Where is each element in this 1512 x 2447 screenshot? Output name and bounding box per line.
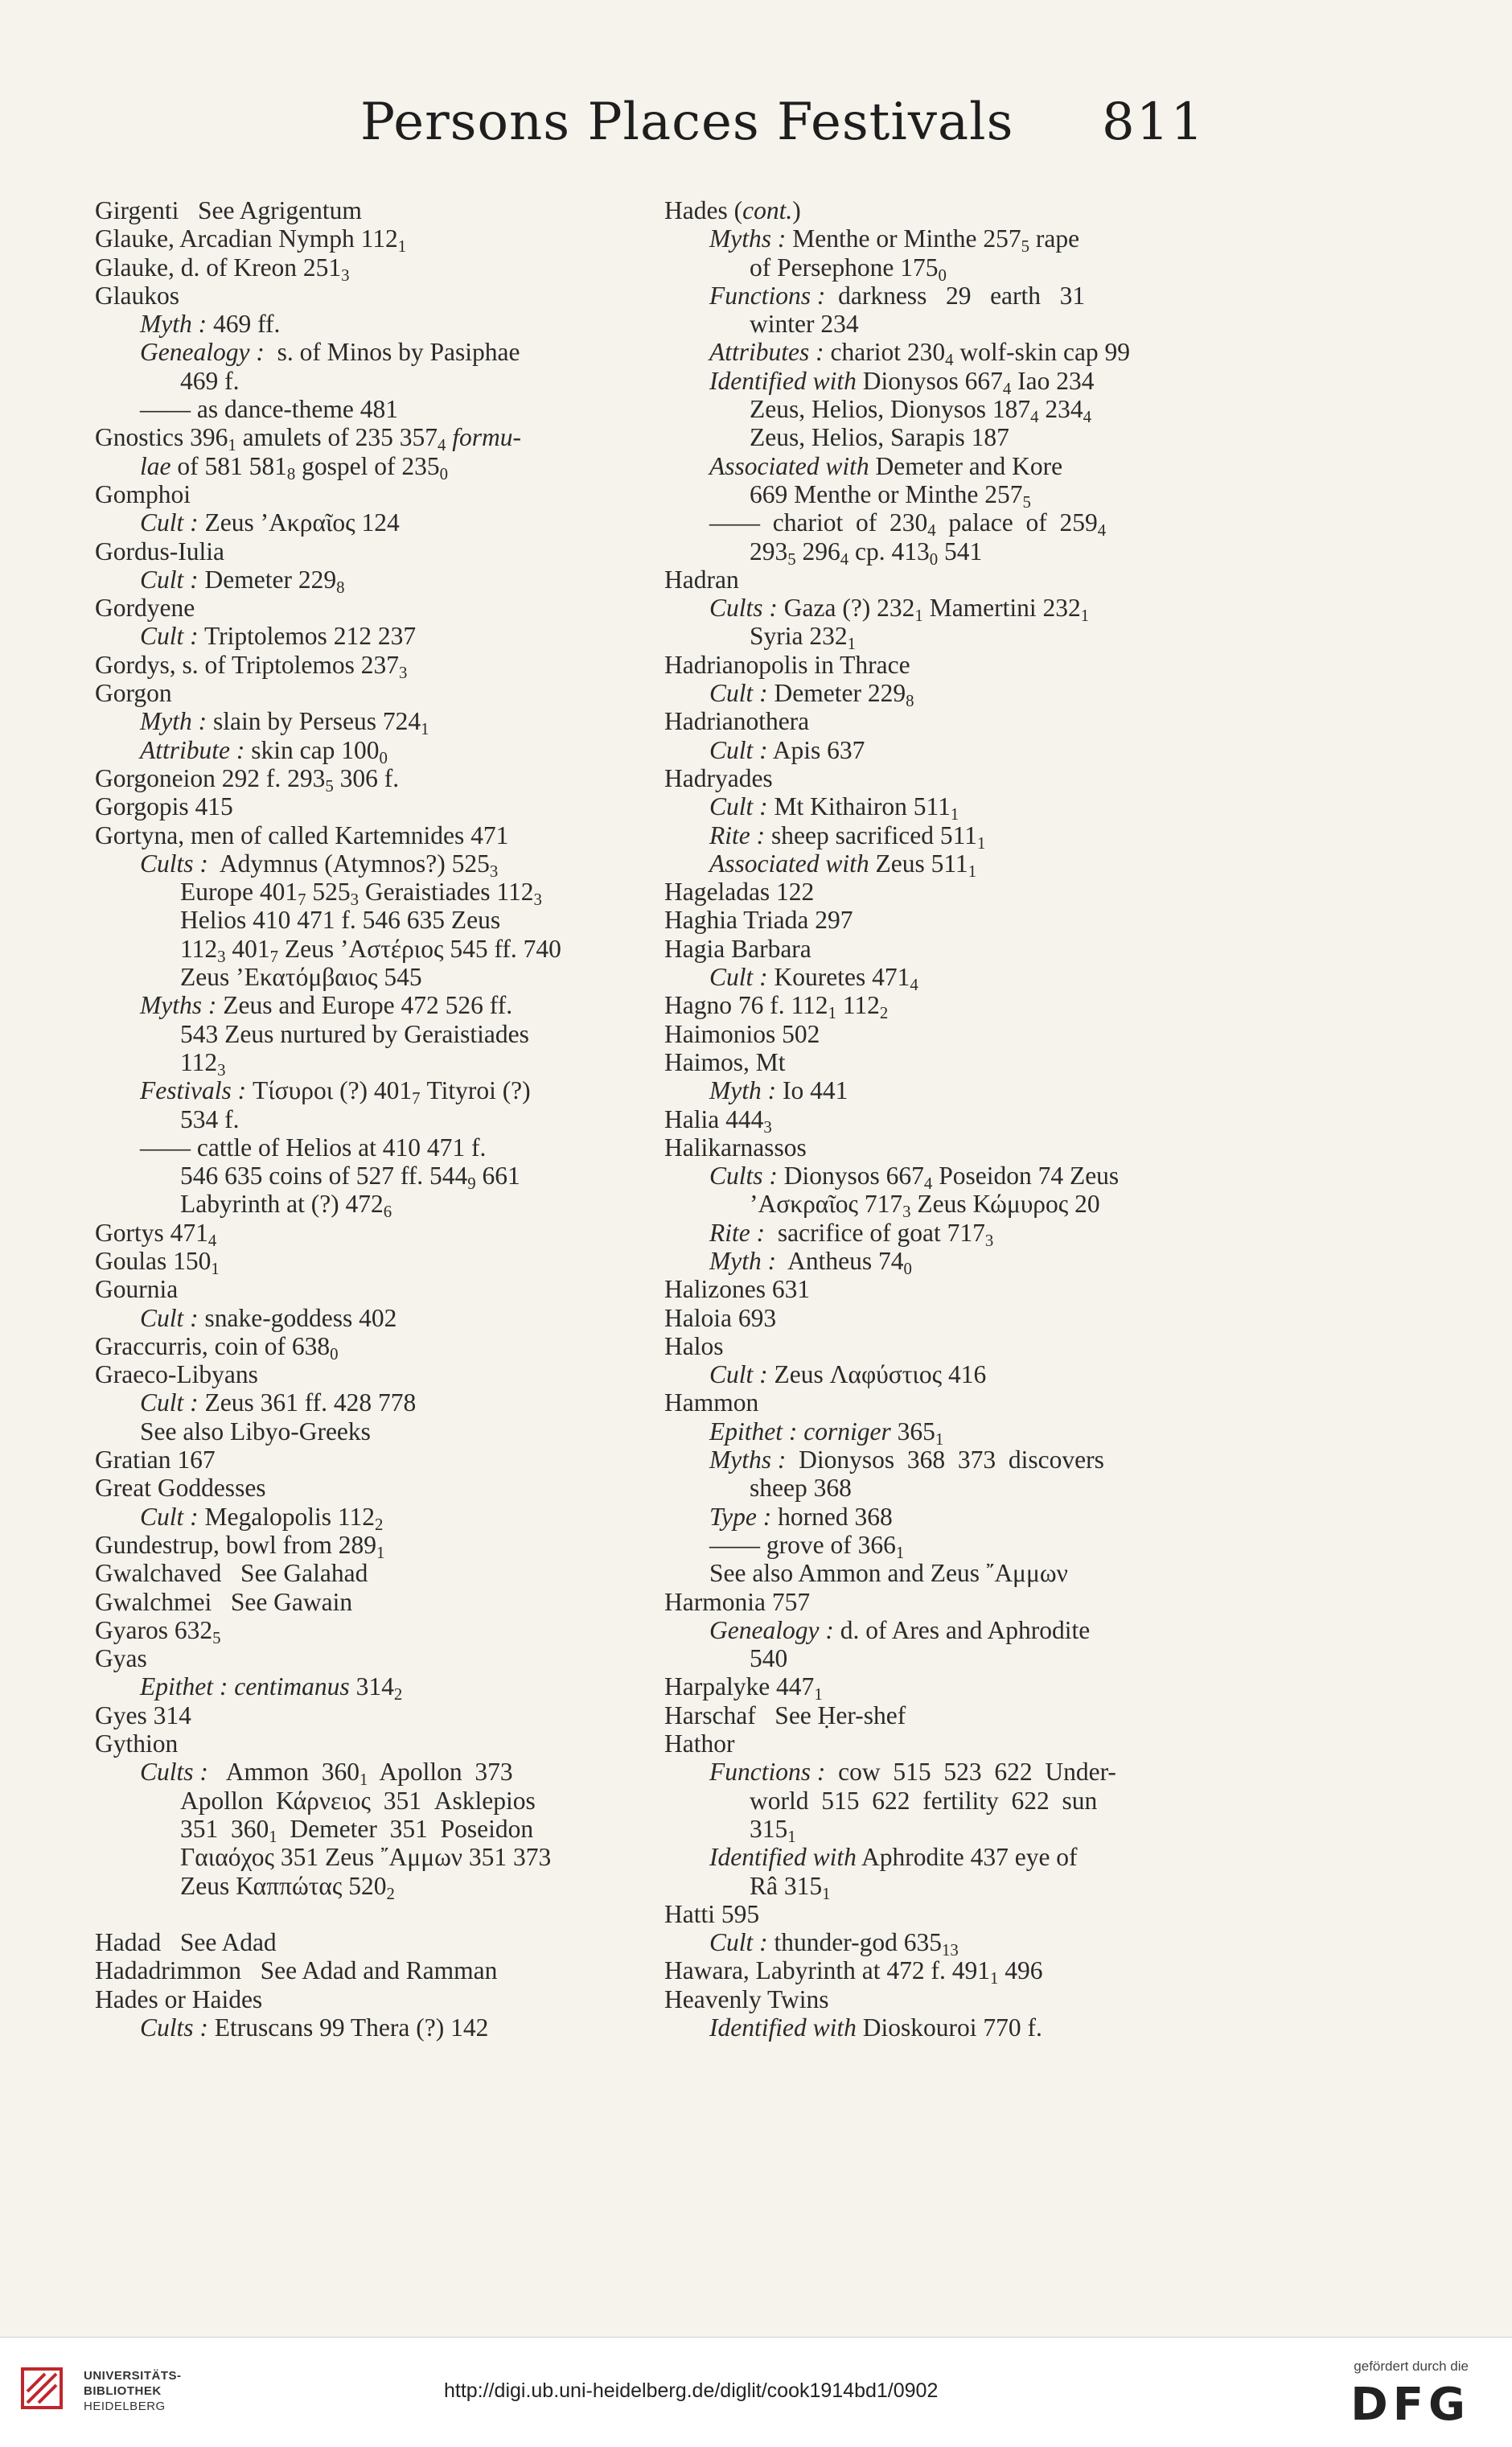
- index-entry: Hageladas 122: [664, 878, 815, 907]
- index-entry: world 515 622 fertility 622 sun: [750, 1786, 1098, 1815]
- index-entry: $112_3$: [180, 1047, 226, 1080]
- index-entry: Gortys $471_4$: [95, 1218, 217, 1250]
- index-entry: Gorgoneion 292 f. $293_5$ 306 f.: [95, 763, 400, 796]
- index-entry: Halia $444_3$: [664, 1104, 772, 1137]
- index-entry: Gordys, s. of Triptolemos $237_3$: [95, 650, 408, 682]
- index-entry: Rite : sacrifice of goat $717_3$: [709, 1218, 994, 1250]
- index-entry: Halos: [664, 1331, 724, 1360]
- index-entry: Myth : Io 441: [709, 1076, 848, 1105]
- index-entry: Zeus, Helios, Sarapis 187: [750, 423, 1009, 452]
- index-entry: Cult : Zeus Λαφύστιος 416: [709, 1360, 987, 1389]
- index-entry: Γαιαόχος 351 Zeus ῎Αμμων 351 373: [180, 1843, 552, 1872]
- index-entry: Halikarnassos: [664, 1133, 807, 1162]
- index-entry: Hagno 76 f. $112_1$ $112_2$: [664, 991, 889, 1023]
- index-entry: Attributes : chariot $230_4$ wolf-skin cap 99: [709, 338, 1131, 370]
- index-entry: Girgenti See Agrigentum: [95, 196, 362, 224]
- index-entry: Glauke, Arcadian Nymph $112_1$: [95, 224, 407, 257]
- index-entry: Harschaf See Ḥer-shef: [664, 1701, 906, 1729]
- index-entry: Gwalchaved See Galahad: [95, 1559, 368, 1588]
- index-entry: Type : horned 368: [709, 1502, 893, 1531]
- index-entry: $112_3$ $401_7$ Zeus ’Αστέριος 545 ff. 740: [180, 934, 561, 966]
- index-entry: Cults : Etruscans 99 Thera (?) 142: [140, 2013, 489, 2042]
- index-entry: Hatti 595: [664, 1899, 760, 1928]
- index-entry: —— chariot of $230_4$ palace of $259_4$: [709, 508, 1107, 541]
- index-entry: Labyrinth at (?) $472_6$: [180, 1190, 392, 1222]
- index-entry: Myths : Menthe or Minthe $257_5$ rape: [709, 224, 1080, 257]
- index-entry: Zeus ’Εκατόμβαιος 545: [180, 963, 422, 992]
- index-entry: Gythion: [95, 1729, 179, 1758]
- index-entry: Myths : Dionysos 368 373 discovers: [709, 1446, 1104, 1474]
- index-entry: Gortyna, men of called Kartemnides 471: [95, 820, 509, 849]
- index-entry: 669 Menthe or Minthe $257_5$: [750, 479, 1031, 512]
- index-entry: Europe $401_7$ $525_3$ Geraistiades $112_3$: [180, 878, 542, 910]
- index-entry: Hadrianothera: [664, 707, 810, 736]
- index-entry: Zeus Καππώτας $520_2$: [180, 1871, 395, 1903]
- index-entry: See also Ammon and Zeus ῎Αμμων: [709, 1559, 1068, 1588]
- digitization-footer: [0, 2337, 1512, 2447]
- index-entry: Cult : thunder-god $635_{13}$: [709, 1928, 959, 1960]
- index-entry: Gratian 167: [95, 1446, 216, 1474]
- index-entry: Goulas $150_1$: [95, 1246, 220, 1279]
- index-entry: Cult : Kouretes $471_4$: [709, 963, 918, 995]
- page-number: 811: [1102, 93, 1206, 152]
- index-entry: 469 f.: [180, 366, 240, 395]
- index-entry: 546 635 coins of 527 ff. $544_9$ 661: [180, 1162, 520, 1194]
- index-entry: Cult : snake-goddess 402: [140, 1303, 397, 1332]
- index-entry: Genealogy : d. of Ares and Aphrodite: [709, 1615, 1091, 1644]
- index-entry: Gwalchmei See Gawain: [95, 1587, 353, 1616]
- index-entry: Myths : Zeus and Europe 472 526 ff.: [140, 991, 513, 1020]
- index-entry: Hagia Barbara: [664, 934, 811, 963]
- index-entry: Myth : Antheus $74_0$: [709, 1246, 912, 1279]
- index-entry: Gournia: [95, 1275, 179, 1304]
- index-entry: Cults : Ammon $360_1$ Apollon 373: [140, 1758, 513, 1790]
- index-entry: ’Ασκραῖος $717_3$ Zeus Κώμυρος 20: [750, 1190, 1100, 1222]
- index-entry: Haimos, Mt: [664, 1047, 786, 1076]
- index-entry: Cults : Gaza (?) $232_1$ Mamertini $232_1$: [709, 594, 1090, 626]
- index-entry: Great Goddesses: [95, 1474, 266, 1503]
- index-entry: 540: [750, 1644, 788, 1673]
- index-entry: Gyaros $632_5$: [95, 1615, 221, 1648]
- index-entry: Myth : slain by Perseus $724_1$: [140, 707, 429, 739]
- index-entry: Associated with Demeter and Kore: [709, 451, 1063, 480]
- index-entry: Gordus-Iulia: [95, 537, 224, 565]
- index-entry: Cult : Mt Kithairon $511_1$: [709, 792, 959, 825]
- index-entry: Gnostics $396_1$ amulets of 235 $357_4$ formu-: [95, 423, 521, 455]
- dfg-logo: DFG: [1350, 2379, 1470, 2431]
- index-entry: Halizones 631: [664, 1275, 811, 1304]
- index-entry: winter 234: [750, 310, 859, 339]
- index-entry: Harmonia 757: [664, 1587, 811, 1616]
- index-entry: Hades or Haides: [95, 1984, 263, 2013]
- index-entry: lae of 581 $581_8$ gospel of $235_0$: [140, 451, 448, 483]
- index-entry: Apollon Κάρνειος 351 Asklepios: [180, 1786, 536, 1815]
- permalink-url[interactable]: http://digi.ub.uni-heidelberg.de/diglit/cook1914bd1/0902: [444, 2379, 939, 2402]
- university-library-logo-icon: [21, 2367, 63, 2409]
- index-entry: See also Libyo-Greeks: [140, 1417, 371, 1446]
- index-column-right: [664, 196, 1192, 2042]
- index-entry: Hawara, Labyrinth at 472 f. $491_1$ 496: [664, 1956, 1043, 1988]
- index-entry: Hadrianopolis in Thrace: [664, 650, 910, 679]
- index-entry: Cult : Demeter $229_8$: [140, 565, 345, 598]
- index-entry: Cult : Triptolemos 212 237: [140, 622, 417, 651]
- index-entry: Identified with Dionysos $667_4$ Iao 234: [709, 366, 1095, 399]
- index-entry: Associated with Zeus $511_1$: [709, 849, 977, 882]
- library-name-line1: UNIVERSITÄTS-: [84, 2369, 182, 2383]
- index-entry: Gyas: [95, 1644, 147, 1673]
- index-entry: Graeco-Libyans: [95, 1360, 258, 1389]
- index-entry: 543 Zeus nurtured by Geraistiades: [180, 1019, 529, 1048]
- index-entry: 351 $360_1$ Demeter 351 Poseidon: [180, 1814, 534, 1847]
- index-entry: Graccurris, coin of $638_0$: [95, 1331, 339, 1364]
- index-entry: Heavenly Twins: [664, 1984, 829, 2013]
- page-title: Persons Places Festivals: [360, 93, 1014, 152]
- index-entry: Zeus, Helios, Dionysos $187_4$ $234_4$: [750, 395, 1092, 427]
- index-entry: Gordyene: [95, 594, 195, 623]
- index-entry: Haimonios 502: [664, 1019, 820, 1048]
- index-entry: $293_5$ $296_4$ cp. $413_0$ 541: [750, 537, 983, 569]
- index-entry: sheep 368: [750, 1474, 852, 1503]
- index-entry: —— cattle of Helios at 410 471 f.: [140, 1133, 487, 1162]
- index-entry: Gorgopis 415: [95, 792, 233, 821]
- index-entry: Identified with Aphrodite 437 eye of: [709, 1843, 1078, 1872]
- index-entry: Hadad See Adad: [95, 1928, 277, 1957]
- index-entry: —— grove of $366_1$: [709, 1530, 905, 1563]
- index-entry: of Persephone $175_0$: [750, 253, 947, 285]
- index-entry: Haghia Triada 297: [664, 906, 853, 935]
- index-entry: Harpalyke $447_1$: [664, 1672, 823, 1705]
- index-entry: Haloia 693: [664, 1303, 777, 1332]
- index-entry: Epithet : corniger $365_1$: [709, 1417, 944, 1449]
- index-entry: Hadran: [664, 565, 739, 594]
- index-entry: Functions : cow 515 523 622 Under-: [709, 1758, 1116, 1787]
- index-entry: Gomphoi: [95, 479, 191, 508]
- index-column-left: [95, 196, 626, 2042]
- index-entry: Epithet : centimanus $314_2$: [140, 1672, 403, 1705]
- index-entry: Gyes 314: [95, 1701, 191, 1729]
- index-entry: Festivals : Τίσυροι (?) $401_7$ Tityroi (?): [140, 1076, 531, 1108]
- index-entry: 534 f.: [180, 1104, 240, 1133]
- index-entry: Cult : Zeus ’Ακραῖος 124: [140, 508, 400, 537]
- library-name-line3: HEIDELBERG: [84, 2400, 166, 2413]
- index-entry: Glauke, d. of Kreon $251_3$: [95, 253, 350, 285]
- index-entry: Cult : Demeter $229_8$: [709, 679, 914, 711]
- index-entry: Hammon: [664, 1388, 759, 1417]
- section-gap: [95, 1900, 626, 1928]
- index-entry: $315_1$: [750, 1814, 796, 1847]
- index-entry: Rite : sheep sacrificed $511_1$: [709, 820, 986, 853]
- index-entry: Attribute : skin cap $100_0$: [140, 735, 388, 767]
- index-entry: Râ $315_1$: [750, 1871, 831, 1903]
- index-entry: Hadryades: [664, 763, 773, 792]
- index-entry: Glaukos: [95, 281, 179, 310]
- index-entry: Cult : Megalopolis $112_2$: [140, 1502, 384, 1534]
- index-entry: Genealogy : s. of Minos by Pasiphae: [140, 338, 520, 367]
- index-entry: Identified with Dioskouroi 770 f.: [709, 2013, 1042, 2042]
- index-entry: Cult : Apis 637: [709, 735, 865, 764]
- index-entry: Gundestrup, bowl from $289_1$: [95, 1530, 385, 1563]
- funding-label: gefördert durch die: [1354, 2359, 1469, 2374]
- index-entry: Cults : Adymnus (Atymnos?) $525_3$: [140, 849, 499, 882]
- index-entry: Syria $232_1$: [750, 622, 857, 654]
- index-entry: —— as dance-theme 481: [140, 395, 399, 424]
- library-name-line2: BIBLIOTHEK: [84, 2384, 162, 2398]
- index-entry: Functions : darkness 29 earth 31: [709, 281, 1086, 310]
- index-entry: Hathor: [664, 1729, 735, 1758]
- index-entry: Gorgon: [95, 679, 172, 708]
- library-name: [84, 2368, 182, 2414]
- index-entry: Hadadrimmon See Adad and Ramman: [95, 1956, 498, 1985]
- index-entry: Helios 410 471 f. 546 635 Zeus: [180, 906, 501, 935]
- index-entry: Hades (cont.): [664, 196, 801, 224]
- index-entry: Cults : Dionysos $667_4$ Poseidon 74 Zeus: [709, 1162, 1120, 1194]
- index-entry: Myth : 469 ff.: [140, 310, 281, 339]
- index-entry: Cult : Zeus 361 ff. 428 778: [140, 1388, 417, 1417]
